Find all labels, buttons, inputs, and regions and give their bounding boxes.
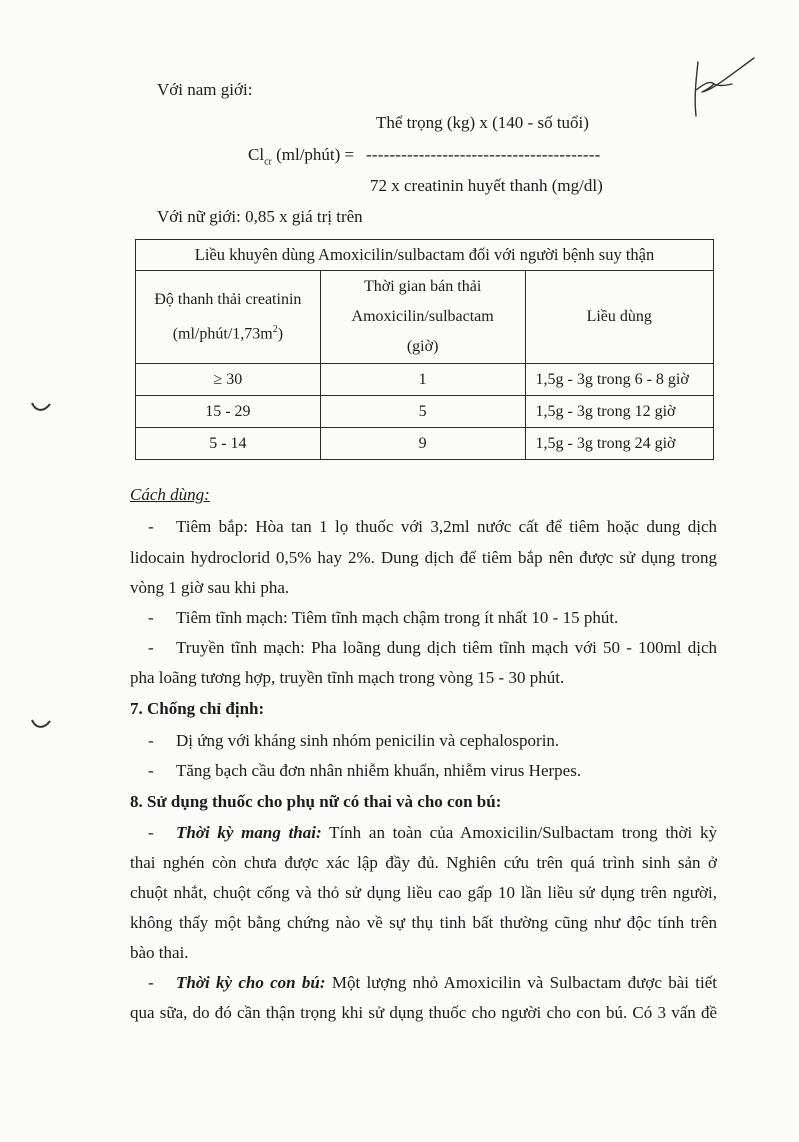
pregnancy-line1: - Thời kỳ mang thai: Tính an toàn của Amoxicilin/Sulbactam trong thời kỳ <box>148 823 717 842</box>
cell-dose: 1,5g - 3g trong 24 giờ <box>525 428 714 460</box>
header-half-life <box>320 271 525 364</box>
table-row <box>136 428 714 460</box>
cell-clearance: ≥ 30 <box>136 364 321 396</box>
lactation-line1: - Thời kỳ cho con bú: Một lượng nhỏ Amoxicilin và Sulbactam được bài tiết <box>148 973 717 992</box>
lactation-label: Thời kỳ cho con bú: <box>176 973 326 992</box>
header-clearance-unit: (ml/phút/1,73m <box>172 325 273 343</box>
women-formula-label: Với nữ giới: 0,85 x giá trị trên <box>157 207 363 226</box>
cell-clearance: 15 - 29 <box>136 396 321 428</box>
header-half-life-line2: Amoxicilin/sulbactam <box>351 308 494 325</box>
header-half-life-line1: Thời gian bán thải <box>363 278 482 295</box>
cell-dose: 1,5g - 3g trong 12 giờ <box>525 396 714 428</box>
clcr-unit: (ml/phút) = <box>276 145 355 164</box>
header-clearance-line1: Độ thanh thải creatinin <box>154 290 302 308</box>
contraindication-item: - Tăng bạch cầu đơn nhân nhiễm khuẩn, nhiễm virus Herpes. <box>148 761 582 780</box>
header-clearance <box>136 271 321 364</box>
renal-dosage-table <box>135 239 714 460</box>
table-row <box>136 364 714 396</box>
header-clearance-close: ) <box>277 325 284 343</box>
clcr-subscript: cr <box>264 156 272 168</box>
pregnancy-line4: không thấy một bằng chứng nào về sự thụ tinh bất thường cũng như độc tính trên <box>130 913 717 932</box>
pregnancy-heading: 8. Sử dụng thuốc cho phụ nữ có thai và cho con bú: <box>130 792 502 811</box>
cell-dose: 1,5g - 3g trong 6 - 8 giờ <box>525 364 714 396</box>
clcr-expression <box>248 145 354 167</box>
header-half-life-line3: (giờ) <box>406 338 439 355</box>
contraindication-item: - Dị ứng với kháng sinh nhóm penicilin và cephalosporin. <box>148 731 560 750</box>
pregnancy-line3: chuột nhắt, chuột cống và thỏ sử dụng liều cao gấp 10 lần liều sử dụng trên người, <box>130 883 717 902</box>
fraction-line: ---------------------------------------- <box>366 145 601 164</box>
usage-im-line1: - Tiêm bắp: Hòa tan 1 lọ thuốc với 3,2ml nước cất để tiêm hoặc dung dịch <box>148 517 717 536</box>
table-header-row <box>136 271 714 364</box>
table-caption: Liều khuyên dùng Amoxicilin/sulbactam đối với người bệnh suy thận <box>136 240 714 271</box>
pregnancy-line5: bào thai. <box>130 943 189 962</box>
header-dose: Liều dùng <box>525 271 714 364</box>
pregnancy-line2: thai nghén còn chưa được xác lập đầy đủ. Nghiên cứu trên quá trình sinh sản ở <box>130 853 717 872</box>
usage-infusion-line2: pha loãng tương hợp, truyền tĩnh mạch trong vòng 15 - 30 phút. <box>130 668 565 687</box>
usage-heading: Cách dùng: <box>130 485 210 504</box>
contraindications-heading: 7. Chống chỉ định: <box>130 699 265 718</box>
cell-half-life: 5 <box>320 396 525 428</box>
cell-clearance: 5 - 14 <box>136 428 321 460</box>
clcr-symbol: Cl <box>248 145 265 164</box>
men-formula-label: Với nam giới: <box>157 80 253 99</box>
formula-denominator: 72 x creatinin huyết thanh (mg/dl) <box>370 176 603 195</box>
header-clearance-sup: 2 <box>272 323 278 335</box>
binding-mark <box>30 717 52 731</box>
pregnancy-label: Thời kỳ mang thai: <box>176 823 322 842</box>
table-caption-row <box>136 240 714 271</box>
cell-half-life: 9 <box>320 428 525 460</box>
usage-iv: - Tiêm tĩnh mạch: Tiêm tĩnh mạch chậm trong ít nhất 10 - 15 phút. <box>148 608 619 627</box>
formula-numerator: Thể trọng (kg) x (140 - số tuổi) <box>376 113 589 132</box>
table-row <box>136 396 714 428</box>
handwritten-signature <box>684 50 764 122</box>
usage-im-line2: lidocain hydroclorid 0,5% hay 2%. Dung dịch để tiêm bắp nên được sử dụng trong <box>130 548 717 567</box>
binding-mark <box>30 400 52 414</box>
cell-half-life: 1 <box>320 364 525 396</box>
lactation-line2: qua sữa, do đó cần thận trọng khi sử dụng thuốc cho người cho con bú. Có 3 vấn đề <box>130 1003 717 1022</box>
usage-infusion-line1: - Truyền tĩnh mạch: Pha loãng dung dịch tiêm tĩnh mạch với 50 - 100ml dịch <box>148 638 717 657</box>
usage-im-line3: vòng 1 giờ sau khi pha. <box>130 578 290 597</box>
